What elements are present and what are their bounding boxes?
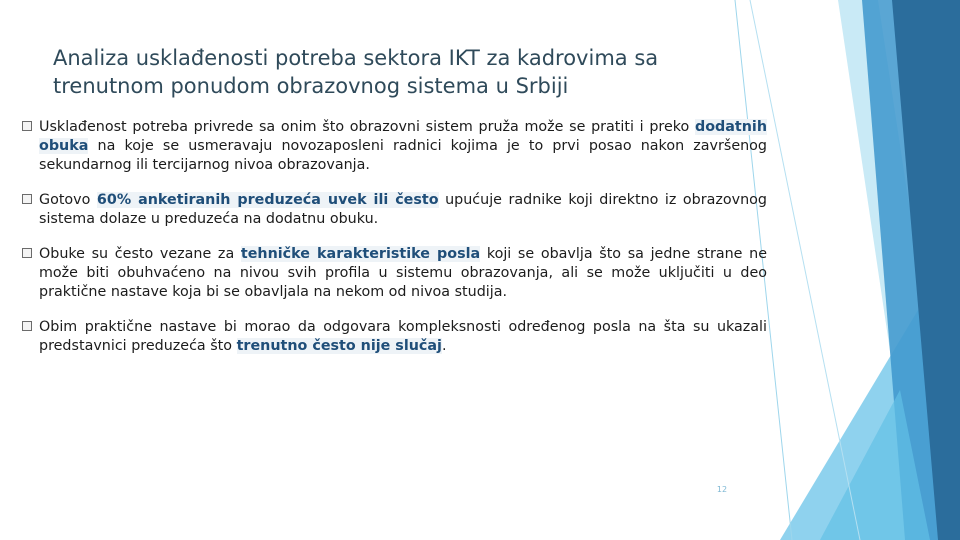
bullet-text: koji se obavlja što sa jedne strane ne može biti obuhvaćeno na nivou svih profila u sistemu obrazovanja, ali se može uključiti u deo praktične nastave koja bi se obavljala na nekom od nivoa studija. <box>39 246 767 300</box>
bullet-text: na koje se usmeravaju novozaposleni radnici kojima je to prvi posao nakon završenog sekundarnog ili tercijarnog nivoa obrazovanja. <box>39 138 767 173</box>
slide-title <box>53 44 713 100</box>
bullet-highlight: 60% anketiranih preduzeća uvek ili često <box>96 192 439 208</box>
bullet-item-2 <box>22 191 767 229</box>
bullet-text: Obim praktične nastave bi morao da odgovara kompleksnosti određenog posla na šta su ukazali predstavnici preduzeća što <box>39 319 767 354</box>
checkbox-bullet-icon <box>22 248 32 258</box>
bullet-item-4 <box>22 318 767 356</box>
checkbox-bullet-icon <box>22 121 32 131</box>
page-number: 12 <box>716 485 728 494</box>
title-line-1: Analiza usklađenosti potreba sektora IKT za kadrovima sa <box>53 46 659 70</box>
bullet-list <box>22 118 767 372</box>
bullet-highlight: tehničke karakteristike posla <box>240 246 481 262</box>
bullet-highlight: dodatnih obuka <box>39 119 767 154</box>
bullet-text: Usklađenost potreba privrede sa onim što obrazovni sistem pruža može se pratiti i preko <box>39 119 695 135</box>
bullet-text: Gotovo <box>39 192 97 208</box>
bullet-item-1 <box>22 118 767 175</box>
bullet-text: Obuke su često vezane za <box>39 246 241 262</box>
title-line-2: trenutnom ponudom obrazovnog sistema u Srbiji <box>53 74 569 98</box>
bullet-highlight: trenutno često nije slučaj <box>236 338 442 354</box>
bullet-text: upućuje radnike koji direktno iz obrazovnog sistema dolaze u preduzeća na dodatnu obuku. <box>39 192 767 227</box>
checkbox-bullet-icon <box>22 194 32 204</box>
checkbox-bullet-icon <box>22 321 32 331</box>
bullet-item-3 <box>22 245 767 302</box>
bullet-text: . <box>441 338 447 354</box>
